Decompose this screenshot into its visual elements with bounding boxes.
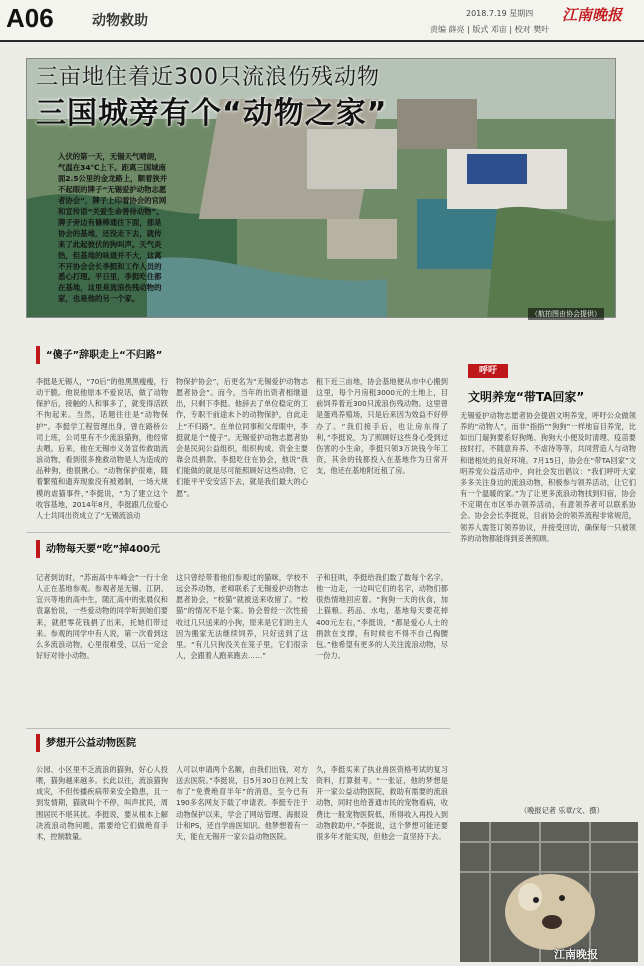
section-heading-2: 动物每天要“吃”掉400元 [36,540,160,558]
section-divider [26,728,450,729]
appeal-byline: （晚报记者 乐章/文、摄） [520,806,604,815]
page-number: A06 [6,3,54,33]
masthead [0,0,644,42]
section1-column-1: 李挺是无锡人，“70后”的他黑黑瘦瘦，行动干脆。他说他原本不爱说话，做了动物保护后，接触的人和事多了，就变得活跃不拘起来。当然，话题往往是“动物保护”。李挺学工程管理出身，曾在路桥公司上班，公司里有不少流浪猫狗，他经常去喂。后来，他在无锡市义务宣传救助流浪动物，看到很多挽救动物是人为造成的品种狗，他很揪心。“动物保护很难，随着繁殖和遗弃现象没有被遏制，一场大规模的虐猫事件，”李挺说，“为了建立这个收容基地，2014年8月，李挺跟几位爱心人士共同出资成立了“无锡流浪动 [36,377,168,520]
lead-paragraph: 入伏的第一天，无锡天气晴朗，气温在34℃上下。距离三国城南面2.5公里的金龙路上，顺着狭并不起眼的牌子“无锡爱护动物志愿者协会”，牌子上印着协会的官网和宣传语“关爱生命善待动物”。牌子旁边有條棒通往下面，那是协会的基地，还没走下去，就传来了此起彼伏的狗叫声。天气炎热，但基地的味道并不大，这离不开协会会长李挺和工作人员的悉心打理。平日里，李挺吃住都在基地，这里是流浪伤残动物的家，也是他的另一个家。 [58,152,168,304]
section-divider [26,532,450,533]
section-heading-1: “傻子”辞职走上“不归路” [36,346,162,364]
section2-column-1: 记者到访时，“苏南高中车峰会”一行十余人正在基地参观。参观者是无锡、江阴、宜兴等地的高中生，随汇高中的张晨仪和袁嘉怡说，一些爱动物的同学听到她们要来，就把零花钱捐了出来，托她们带过来。参观的同学中有人说，第一次看到这么多流浪动物，心里很难受，以后一定会好好对待小动物。 [36,573,168,661]
dateline: 2018.7.19 星期四 [466,9,534,18]
editor-credits: 责编 薛亮 | 版式 邓宙 | 校对 樊叶 [430,25,550,34]
newspaper-logo: 江南晚报 [562,6,623,24]
section1-column-2: 物保护协会”，后更名为“无锡爱护动物志愿者协会”。而今，当年的出资者相继退出，只剩下李挺。他辞去了单位稳定的工作，专职干前途未卜的动物保护，自此走上“不归路”。在单位同事和父母眼中，李挺就是个“傻子”。无锡爱护动物志愿者协会是民间公益组织，组织构成、资金主要靠会员捐款。李挺吃住在协会，他说“我们能做的就是尽可能照顾好这些动物，它们能平平安安活下去，就是我们最大的心愿”。 [176,377,308,498]
section3-column-1: 公园、小区里不乏流浪的猫狗，好心人投喂，猫狗越来越多。长此以往，流浪猫狗成灾，不但传播疾病带来安全隐患，且一到发情期，猫就叫个不停，叫声扰民，周围居民不堪其扰。李挺说，要从根本上解决流浪动物问题，需要给它们做绝育手术，控制数量。 [36,765,168,841]
appeal-title: 文明养宠“带TA回家” [468,390,585,404]
section-heading-3: 梦想开公益动物医院 [36,734,136,752]
appeal-body: 无锡爱护动物志愿者协会提倡文明养宠，呼吁公众做领养的“动物人”，而非“指指”“狗狗”一样地盲目养宠，比如出门遛狗要系好狗绳、狗狗大小便及时清理、疫苗要按时打，不随意弃养、不虐待等等，共同营造人与动物和谐相处的良好环境。7月15日，协会在“带TA回家”文明养宠公益活动中，向社会发出倡议：“我们呼吁大家多多关注身边的流浪动物，积极参与领养活动，让它们有一个温暖的家。”为了让更多流浪动物找到归宿，协会不定期在市区举办领养活动，有意领养者可以联系协会。协会会长李挺说，目前协会的领养流程非常规范，领养人需签订领养协议，并接受回访，确保每一只被领养的动物都能得到妥善照顾。 [460,411,636,543]
headline-title: 三国城旁有个“动物之家” [36,96,388,131]
section3-column-3: 久，李挺买来了执业兽医资格考试的复习资料，打算报考。“一张证，他的梦想是开一家公益动物医院，救助有需要的流浪动物，同时也给普通市民的宠物看病，收费比一般宠物医院低，所得收入再投入到动物救助中。”李挺说，这个梦想可能还要很多年才能实现，但他会一直坚持下去。 [316,765,448,841]
brand-watermark: 江南晚报 [554,948,598,961]
section1-column-3: 租下近三亩地，协会基地便从市中心搬到这里，每个月房租3000元的土地上，目前饲养着近300只流浪伤残动物。这里曾是蛋鸡养殖场，只是后来因为效益不好停办了。“我们接手后，也让房东得了利，”李挺说，为了照顾好这些身心受到过伤害的小生命，李挺只领3万块钱今年工资，其余的钱都投入在基地作为日常开支，他还在基地附近租了房。 [316,377,448,476]
dog-photo [460,822,638,962]
appeal-badge: 呼吁 [468,364,508,378]
section3-column-2: 人可以申请两个名额，由我们出钱，对方送去医院。”李挺说，日5月30日在网上发布了“免费绝育半年”的消息，至今已有190多名网友下载了申请表。李挺专注于动物保护以来，学会了网站管理、海报设计和PS，还自学兽医知识。他梦想着有一天，能在无锡开一家公益动物医院。 [176,765,308,841]
section2-column-2: 这只曾经带着他们参观过的猫咪，学校不远会养动物，老师联系了无锡爱护动物志愿者协会，“校猫”就被送来收留了。“校猫”的情况不是个案。协会曾经一次性接收过几只送来的小狗，原来是它们的主人因为搬家无法继续饲养，只好送到了这里。“有儿只狗没关在笼子里，它们很亲人，会跟着人跑来跑去……” [176,573,308,661]
headline-subtitle: 三亩地住着近300只流浪伤残动物 [36,65,380,90]
section2-column-3: 子和狂哄，李挺给我们数了数每个名字，他一边走，一边叫它们的名字，动物们都很热情地回应着。“狗狗一天的伙食，加上猫粮、药品、水电，基地每天要花掉400元左右，”李挺说，“都是爱心人士的捐款在支撑，有时候也不得不自己掏腰包。”他希望有更多的人关注流浪动物，尽一份力。 [316,573,448,661]
section-name: 动物救助 [92,13,148,29]
photo-caption: （航拍图由协会提供） [528,308,604,320]
dog-illustration [460,822,638,962]
